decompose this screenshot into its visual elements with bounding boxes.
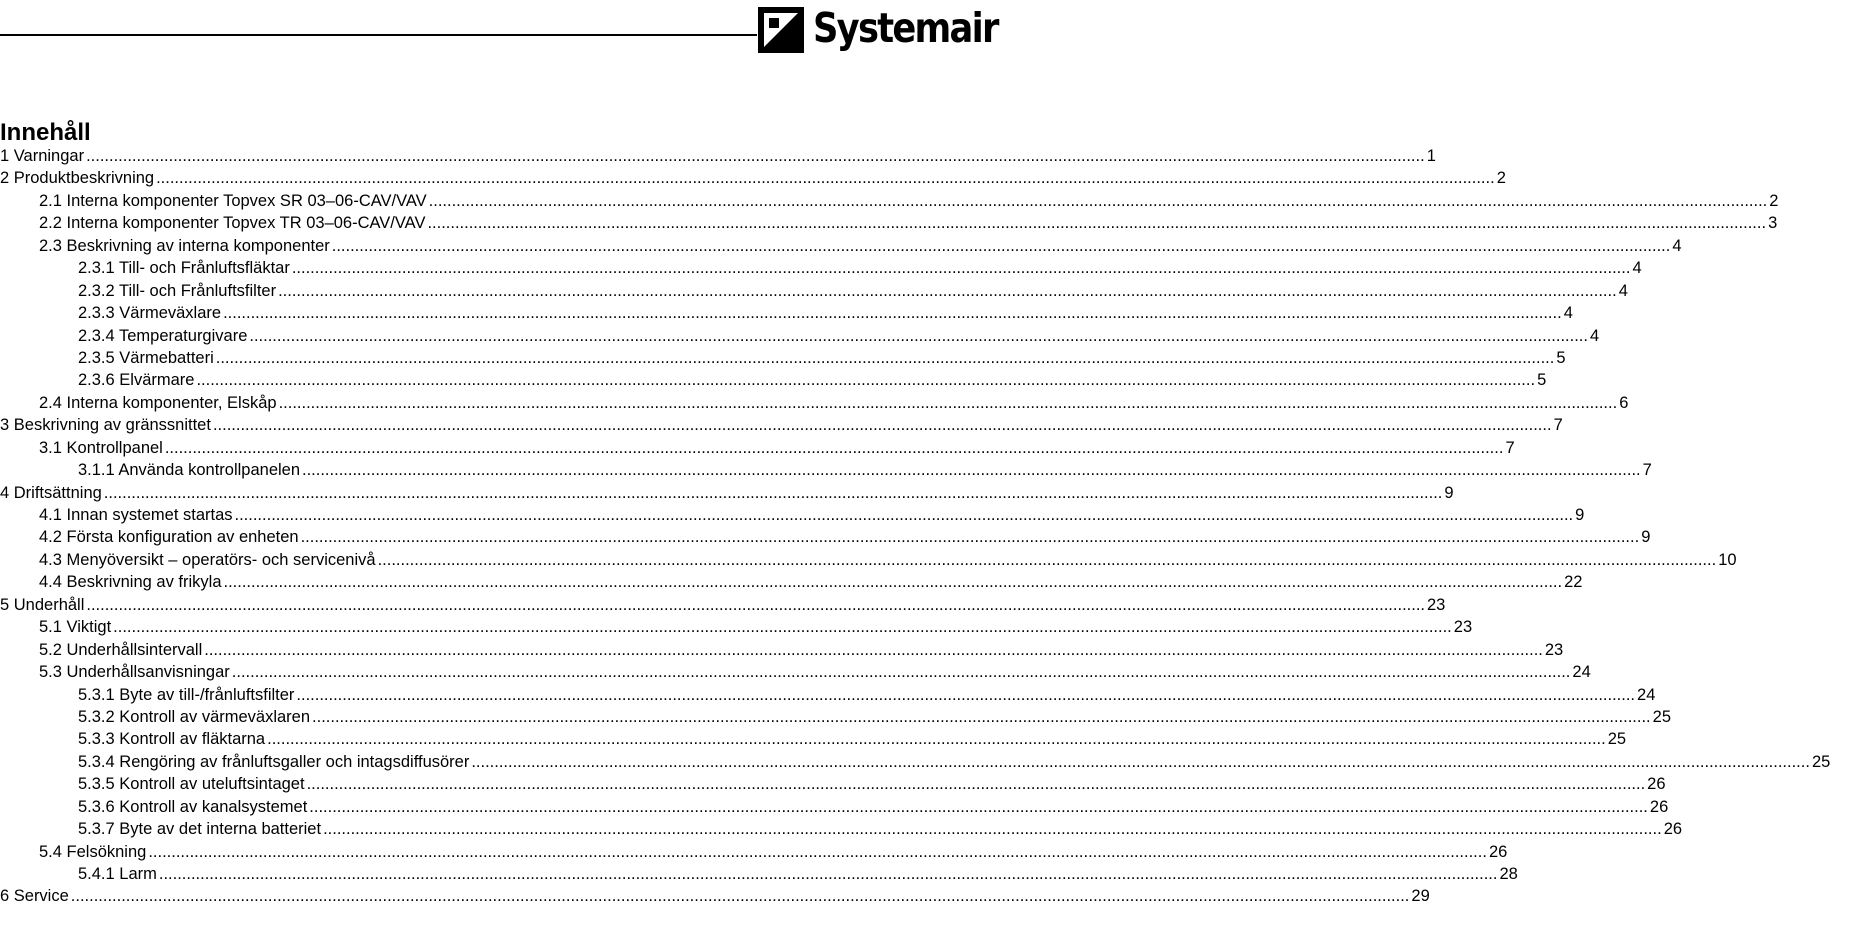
toc-entry[interactable]: [0, 482, 1454, 504]
toc-entry[interactable]: [0, 684, 1656, 706]
toc-entry[interactable]: [0, 190, 1779, 212]
toc-entry[interactable]: [0, 818, 1683, 840]
toc-entry-page: 7: [1553, 416, 1563, 435]
toc-entry-page: 4: [1672, 236, 1682, 255]
toc-entry[interactable]: [0, 594, 1446, 616]
toc-entry-page: 25: [1811, 752, 1831, 771]
toc-entry-label: 3.1 Kontrollpanel: [39, 438, 163, 457]
toc-entry[interactable]: [0, 841, 1508, 863]
toc-entry[interactable]: [0, 526, 1651, 548]
toc-entry-page: 2: [1496, 169, 1506, 188]
toc-entry[interactable]: [0, 280, 1628, 302]
toc-dot-leader: [213, 414, 1552, 436]
toc-entry-page: 2: [1769, 191, 1779, 210]
toc-dot-leader: [429, 190, 1768, 212]
table-of-contents: [0, 145, 1831, 908]
toc-entry[interactable]: [0, 728, 1627, 750]
toc-title: Innehåll: [0, 119, 91, 146]
toc-entry[interactable]: [0, 167, 1506, 189]
toc-dot-leader: [71, 885, 1410, 907]
toc-entry[interactable]: [0, 145, 1436, 167]
toc-entry-label: 5.2 Underhållsintervall: [39, 640, 203, 659]
toc-entry[interactable]: [0, 773, 1666, 795]
toc-entry-page: 28: [1499, 865, 1518, 883]
toc-entry-page: 26: [1649, 797, 1669, 816]
toc-entry[interactable]: [0, 212, 1778, 234]
toc-dot-leader: [196, 369, 1535, 391]
toc-entry-page: 24: [1572, 663, 1591, 682]
toc-entry[interactable]: [0, 661, 1591, 683]
toc-dot-leader: [235, 504, 1574, 526]
toc-entry[interactable]: [0, 414, 1563, 436]
toc-entry-label: 5.4.1 Larm: [78, 865, 157, 883]
toc-entry[interactable]: [0, 437, 1515, 459]
toc-entry-label: 2.4 Interna komponenter, Elskåp: [39, 393, 277, 412]
systemair-logo-icon: [757, 4, 805, 56]
toc-dot-leader: [278, 280, 1617, 302]
toc-entry-label: 5.3.6 Kontroll av kanalsystemet: [78, 797, 308, 816]
toc-dot-leader: [301, 526, 1640, 548]
toc-entry-page: 10: [1718, 550, 1737, 569]
toc-entry-page: 23: [1427, 595, 1446, 614]
toc-entry[interactable]: [0, 347, 1566, 369]
toc-entry-label: 4.3 Menyöversikt – operatörs- och servicenivå: [39, 550, 376, 569]
toc-entry-label: 2.3.2 Till- och Frånluftsfilter: [78, 281, 277, 300]
toc-dot-leader: [216, 347, 1555, 369]
toc-entry-label: 6 Service: [0, 887, 69, 906]
toc-dot-leader: [471, 751, 1810, 773]
toc-entry-label: 3.1.1 Använda kontrollpanelen: [78, 461, 301, 480]
toc-entry-page: 26: [1663, 820, 1683, 839]
toc-dot-leader: [165, 437, 1504, 459]
toc-entry-label: 2.3.1 Till- och Frånluftsfläktar: [78, 259, 290, 278]
toc-entry-label: 2.3.4 Temperaturgivare: [78, 326, 248, 345]
toc-entry-page: 29: [1411, 887, 1430, 906]
toc-entry[interactable]: [0, 257, 1642, 279]
toc-dot-leader: [86, 594, 1425, 616]
toc-entry-label: 5.3.5 Kontroll av uteluftsintaget: [78, 775, 305, 794]
toc-entry-label: 4.4 Beskrivning av frikyla: [39, 573, 222, 592]
toc-entry-label: 1 Varningar: [0, 147, 85, 165]
toc-entry-label: 2.1 Interna komponenter Topvex SR 03–06-CAV/VAV: [39, 191, 427, 210]
toc-dot-leader: [267, 728, 1606, 750]
toc-entry-label: 2.2 Interna komponenter Topvex TR 03–06-CAV/VAV: [39, 214, 426, 233]
toc-dot-leader: [332, 235, 1671, 257]
toc-entry-page: 7: [1642, 461, 1652, 480]
toc-entry[interactable]: [0, 504, 1585, 526]
toc-entry-page: 26: [1488, 842, 1508, 861]
toc-entry-page: 9: [1641, 528, 1651, 547]
toc-entry[interactable]: [0, 616, 1473, 638]
toc-entry-label: 5.3.2 Kontroll av värmeväxlaren: [78, 707, 311, 726]
toc-dot-leader: [279, 392, 1618, 414]
toc-entry-page: 25: [1652, 707, 1671, 726]
toc-entry-page: 26: [1647, 775, 1666, 794]
toc-entry-label: 5 Underhåll: [0, 595, 85, 614]
toc-entry-label: 4.1 Innan systemet startas: [39, 506, 233, 524]
header-rule: [0, 34, 757, 36]
toc-entry-label: 2 Produktbeskrivning: [0, 169, 155, 188]
toc-dot-leader: [159, 863, 1498, 885]
toc-entry-page: 23: [1453, 618, 1473, 637]
toc-entry-label: 2.3.3 Värmeväxlare: [78, 304, 222, 323]
toc-entry-label: 5.3.4 Rengöring av frånluftsgaller och intagsdiffusörer: [78, 752, 470, 771]
toc-entry[interactable]: [0, 706, 1671, 728]
toc-dot-leader: [156, 167, 1495, 189]
toc-entry[interactable]: [0, 549, 1737, 571]
toc-entry[interactable]: [0, 369, 1547, 391]
toc-entry-page: 4: [1618, 281, 1628, 300]
toc-entry-label: 2.3.6 Elvärmare: [78, 371, 195, 390]
toc-entry-page: 24: [1637, 685, 1656, 704]
toc-entry[interactable]: [0, 885, 1430, 907]
toc-entry-page: 23: [1544, 640, 1564, 659]
toc-entry-page: 4: [1632, 259, 1642, 278]
toc-entry-page: 5: [1556, 348, 1566, 367]
toc-dot-leader: [309, 796, 1648, 818]
brand-name: Systemair: [813, 4, 998, 52]
toc-dot-leader: [307, 773, 1646, 795]
systemair-logo: [757, 2, 998, 62]
toc-entry[interactable]: [0, 459, 1652, 481]
toc-dot-leader: [427, 212, 1766, 234]
toc-dot-leader: [113, 616, 1452, 638]
toc-entry-label: 5.3.3 Kontroll av fläktarna: [78, 730, 266, 749]
toc-dot-leader: [249, 325, 1588, 347]
toc-entry-page: 5: [1537, 371, 1547, 390]
toc-entry-page: 4: [1589, 326, 1600, 345]
toc-entry-label: 4 Driftsättning: [0, 483, 102, 502]
toc-dot-leader: [223, 302, 1562, 324]
toc-dot-leader: [86, 145, 1425, 167]
toc-dot-leader: [148, 841, 1487, 863]
toc-entry-label: 2.3 Beskrivning av interna komponenter: [39, 236, 330, 255]
toc-entry[interactable]: [0, 325, 1600, 347]
toc-entry[interactable]: [0, 751, 1831, 773]
toc-entry-page: 3: [1768, 214, 1778, 233]
toc-dot-leader: [302, 459, 1641, 481]
toc-entry-page: 6: [1619, 393, 1629, 412]
toc-entry[interactable]: [0, 392, 1629, 414]
toc-entry-label: 5.3.7 Byte av det interna batteriet: [78, 820, 322, 839]
toc-dot-leader: [104, 482, 1443, 504]
toc-entry-page: 7: [1505, 438, 1515, 457]
toc-entry-label: 4.2 Första konfiguration av enheten: [39, 528, 299, 547]
toc-entry[interactable]: [0, 235, 1682, 257]
toc-entry-page: 4: [1563, 304, 1573, 323]
toc-entry-page: 9: [1575, 506, 1585, 524]
toc-dot-leader: [204, 639, 1543, 661]
toc-entry-page: 9: [1444, 483, 1454, 502]
toc-entry-label: 5.3 Underhållsanvisningar: [39, 663, 230, 682]
toc-entry-page: 1: [1426, 147, 1436, 165]
toc-entry-page: 25: [1607, 730, 1627, 749]
toc-dot-leader: [296, 684, 1635, 706]
toc-entry[interactable]: [0, 863, 1518, 885]
toc-entry[interactable]: [0, 302, 1573, 324]
toc-entry[interactable]: [0, 571, 1583, 593]
toc-entry-label: 3 Beskrivning av gränssnittet: [0, 416, 211, 435]
toc-dot-leader: [232, 661, 1571, 683]
toc-dot-leader: [312, 706, 1651, 728]
toc-dot-leader: [292, 257, 1631, 279]
toc-entry-label: 5.1 Viktigt: [39, 618, 112, 637]
toc-entry-label: 5.3.1 Byte av till-/frånluftsfilter: [78, 685, 295, 704]
toc-entry-label: 2.3.5 Värmebatteri: [78, 348, 214, 367]
toc-dot-leader: [224, 571, 1563, 593]
toc-entry-label: 5.4 Felsökning: [39, 842, 147, 861]
toc-dot-leader: [323, 818, 1662, 840]
toc-dot-leader: [378, 549, 1717, 571]
toc-entry[interactable]: [0, 639, 1564, 661]
toc-entry[interactable]: [0, 796, 1669, 818]
toc-entry-page: 22: [1564, 573, 1583, 592]
